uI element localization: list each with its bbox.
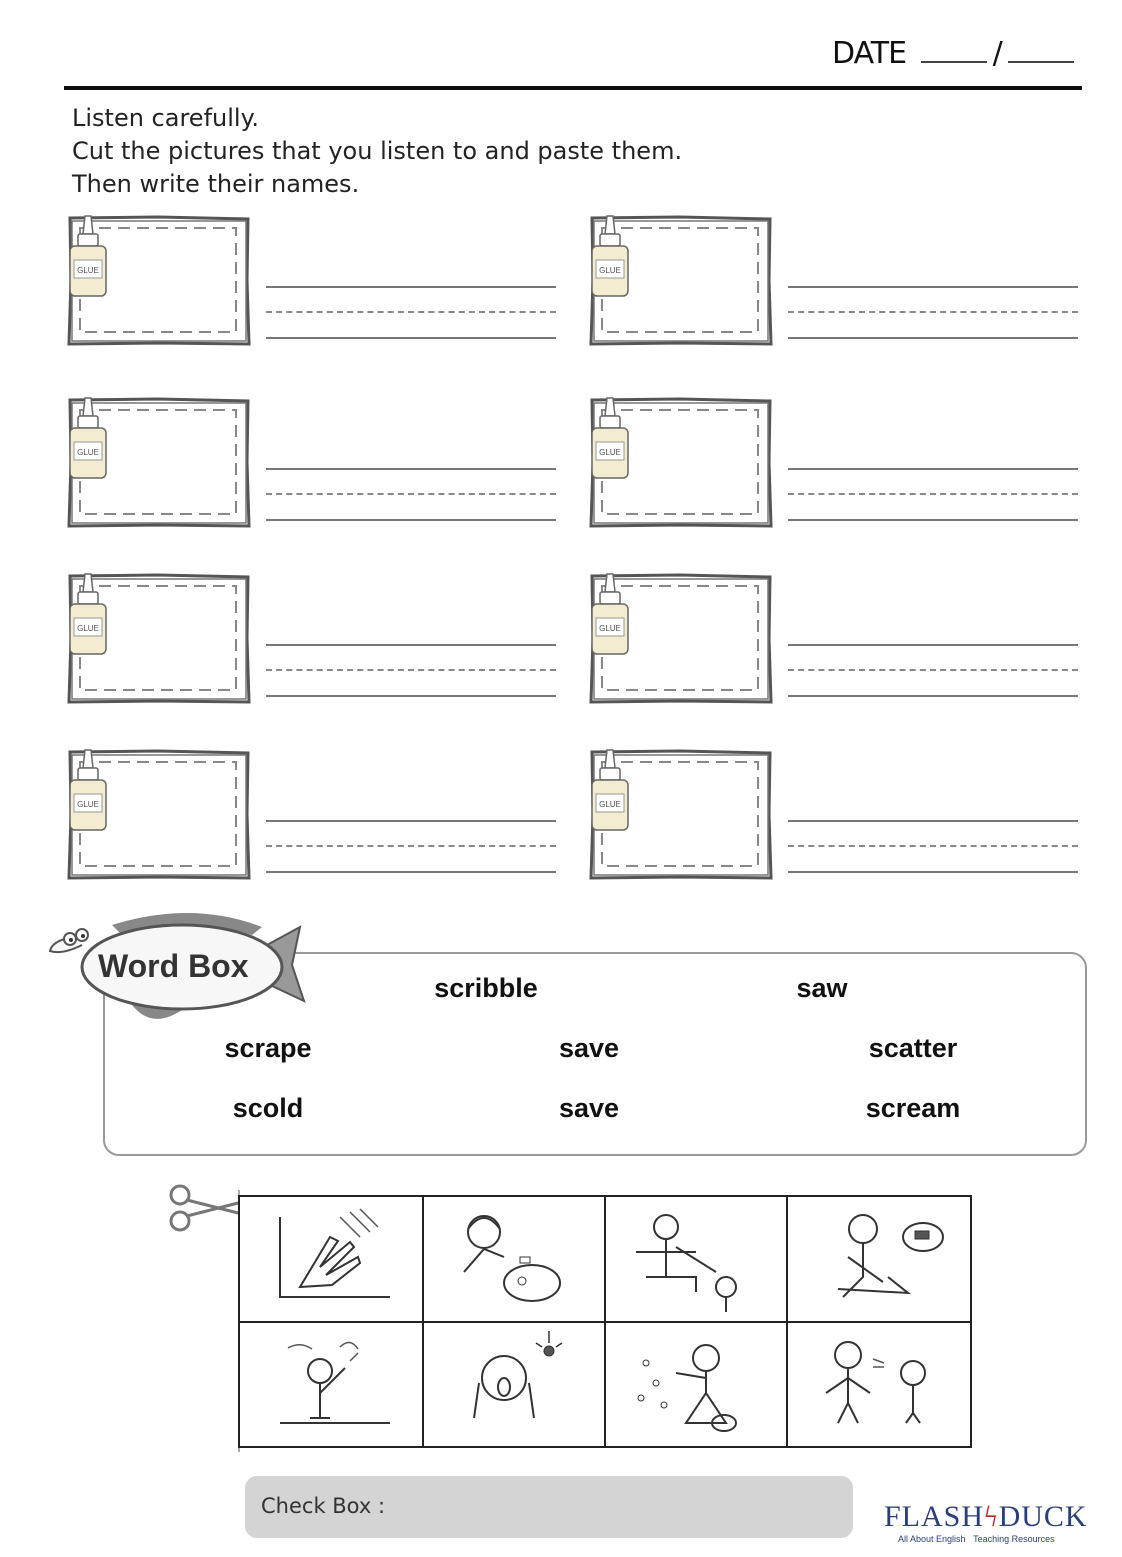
- glue-label: GLUE: [77, 266, 99, 275]
- date-separator: /: [992, 36, 1002, 71]
- word-box-word: scribble: [434, 973, 538, 1003]
- check-box[interactable]: [245, 1476, 853, 1538]
- glue-label: GLUE: [77, 800, 99, 809]
- picture-card[interactable]: [788, 1323, 972, 1448]
- writing-lines[interactable]: [266, 644, 556, 704]
- glue-icon: [66, 572, 110, 658]
- instruction-line: Cut the pictures that you listen to and paste them.: [72, 137, 683, 165]
- paste-box[interactable]: [66, 748, 250, 880]
- writing-lines[interactable]: [266, 468, 556, 528]
- instruction-line: Listen carefully.: [72, 104, 259, 132]
- date-field: [832, 36, 1080, 71]
- glue-icon: [66, 748, 110, 834]
- writing-lines[interactable]: [266, 820, 556, 880]
- picture-grid: [238, 1195, 972, 1448]
- glue-label: GLUE: [599, 800, 621, 809]
- picture-card[interactable]: [424, 1323, 606, 1448]
- glue-icon: [588, 748, 632, 834]
- picture-card[interactable]: [788, 1197, 972, 1323]
- glue-label: GLUE: [599, 624, 621, 633]
- date-label: DATE: [832, 36, 907, 71]
- scissors-icon: [166, 1183, 242, 1233]
- glue-icon: [66, 214, 110, 300]
- picture-card[interactable]: [240, 1197, 424, 1323]
- scribble-wall-icon: [240, 1323, 424, 1448]
- scrape-wall-icon: [240, 1197, 424, 1323]
- word-box-word: save: [558, 1033, 620, 1063]
- picture-card[interactable]: [606, 1197, 788, 1323]
- word-box-word: scatter: [868, 1033, 958, 1063]
- scold-girl-icon: [788, 1323, 972, 1448]
- writing-lines[interactable]: [788, 644, 1078, 704]
- writing-lines[interactable]: [788, 286, 1078, 346]
- paste-box[interactable]: [66, 214, 250, 346]
- scold-child-icon: [606, 1197, 788, 1323]
- paste-box[interactable]: [588, 748, 772, 880]
- word-box-word: save: [558, 1093, 620, 1123]
- word-box-word: scold: [232, 1093, 304, 1123]
- scatter-flowers-icon: [606, 1323, 788, 1448]
- date-day-blank[interactable]: [1008, 39, 1074, 63]
- word-box-word: scream: [865, 1093, 961, 1123]
- word-box-word: saw: [796, 973, 848, 1003]
- paste-box[interactable]: [588, 214, 772, 346]
- save-piggy-bank-icon: [424, 1197, 606, 1323]
- glue-label: GLUE: [599, 266, 621, 275]
- writing-lines[interactable]: [788, 820, 1078, 880]
- paste-box[interactable]: [66, 572, 250, 704]
- picture-card[interactable]: [240, 1323, 424, 1448]
- picture-card[interactable]: [606, 1323, 788, 1448]
- instructions: [72, 102, 682, 201]
- word-box-word: scrape: [224, 1033, 312, 1063]
- picture-card[interactable]: [424, 1197, 606, 1323]
- paste-box[interactable]: [588, 396, 772, 528]
- scream-spider-icon: [424, 1323, 606, 1448]
- date-month-blank[interactable]: [921, 39, 987, 63]
- header-rule: [64, 86, 1082, 90]
- glue-icon: [588, 396, 632, 482]
- saw-wood-icon: [788, 1197, 972, 1323]
- glue-icon: [66, 396, 110, 482]
- writing-lines[interactable]: [266, 286, 556, 346]
- paste-box[interactable]: [588, 572, 772, 704]
- check-box-label: Check Box :: [261, 1494, 386, 1518]
- logo-tagline: All About English Teaching Resources: [898, 1534, 1055, 1544]
- paste-box[interactable]: [66, 396, 250, 528]
- glue-icon: [588, 214, 632, 300]
- writing-lines[interactable]: [788, 468, 1078, 528]
- word-box-title: Word Box: [98, 948, 249, 984]
- flashduck-logo: [884, 1500, 1114, 1546]
- glue-label: GLUE: [77, 448, 99, 457]
- glue-label: GLUE: [599, 448, 621, 457]
- glue-label: GLUE: [77, 624, 99, 633]
- glue-icon: [588, 572, 632, 658]
- logo-name: FLASHϟDUCK: [884, 1500, 1088, 1533]
- instruction-line: Then write their names.: [72, 170, 360, 198]
